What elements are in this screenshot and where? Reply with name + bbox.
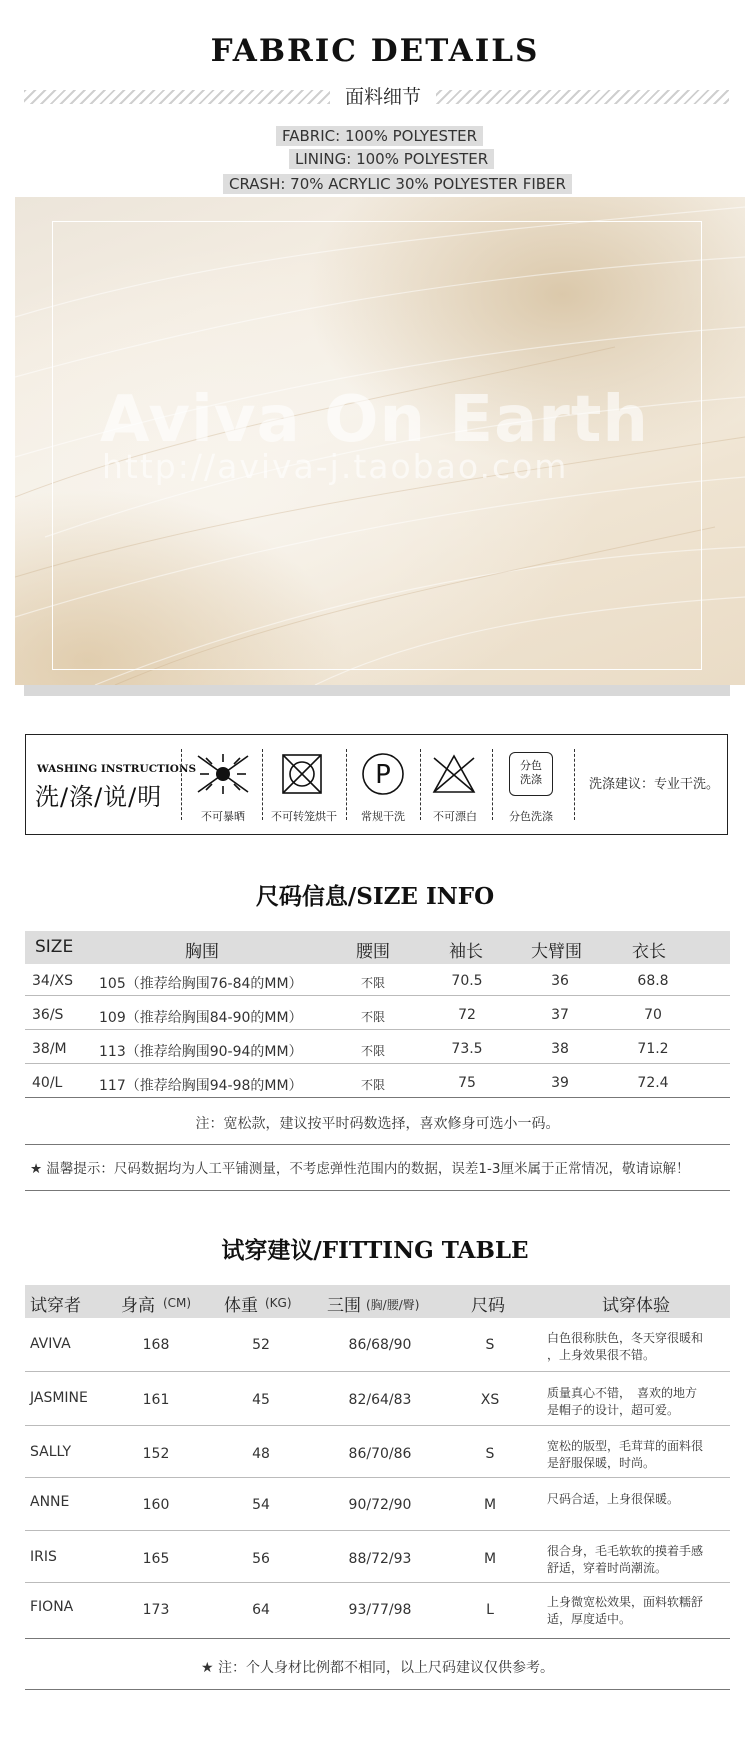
row-divider bbox=[25, 1371, 730, 1372]
size-header-length: 衣长 bbox=[632, 942, 666, 962]
fit-row-size: M bbox=[483, 1497, 497, 1513]
fit-row-weight: 64 bbox=[252, 1602, 270, 1618]
size-row-sleeve: 72 bbox=[458, 1007, 476, 1023]
size-info-title: 尺码信息/SIZE INFO bbox=[255, 883, 495, 910]
fit-row-experience-line2: 是帽子的设计，超可爱。 bbox=[547, 1403, 680, 1417]
no-tumble-dry-label: 不可转笼烘干 bbox=[271, 810, 337, 823]
fit-row-weight: 45 bbox=[252, 1392, 270, 1408]
fit-row-name: FIONA bbox=[30, 1599, 74, 1615]
fit-header-tester: 试穿者 bbox=[30, 1296, 81, 1316]
row-divider bbox=[25, 1425, 730, 1426]
size-header-chest: 胸围 bbox=[185, 942, 219, 962]
size-note: 注：宽松款，建议按平时码数选择，喜欢修身可选小一码。 bbox=[195, 1116, 560, 1132]
fit-row-size: S bbox=[485, 1337, 495, 1353]
fit-row-experience-line1: 宽松的版型，毛茸茸的面料很 bbox=[547, 1439, 704, 1453]
fit-row-weight: 54 bbox=[252, 1497, 270, 1513]
fit-row-experience-line2: 适，厚度适中。 bbox=[547, 1612, 632, 1626]
fit-row-experience-line2: ，上身效果很不错。 bbox=[547, 1348, 656, 1362]
separate-wash-icon-text: 分色洗涤 bbox=[520, 759, 542, 786]
size-header-sleeve: 袖长 bbox=[449, 942, 483, 962]
size-row-sleeve: 73.5 bbox=[451, 1041, 483, 1057]
fit-header-measurements-unit: (胸/腰/臀) bbox=[366, 1298, 420, 1312]
fit-header-weight: 体重 bbox=[224, 1296, 258, 1316]
size-row-sleeve: 75 bbox=[458, 1075, 476, 1091]
size-row-waist: 不限 bbox=[361, 1044, 386, 1058]
svg-text:P: P bbox=[375, 760, 391, 790]
fit-row-size: S bbox=[485, 1446, 495, 1462]
size-row-size: 38/M bbox=[32, 1041, 67, 1057]
fit-row-experience-line2: 舒适，穿着时尚潮流。 bbox=[547, 1561, 668, 1575]
size-row-chest: 105（推荐给胸围76-84的MM） bbox=[99, 976, 303, 992]
size-tip: ★ 温馨提示：尺码数据均为人工平铺测量，不考虑弹性范围内的数据，误差1-3厘米属于正常情况，敬请谅解！ bbox=[30, 1161, 690, 1177]
size-row-size: 40/L bbox=[32, 1075, 63, 1091]
tip-divider bbox=[25, 1190, 730, 1191]
size-row-waist: 不限 bbox=[361, 1010, 386, 1024]
washing-title-cn: 洗/涤/说/明 bbox=[35, 783, 163, 811]
size-row-waist: 不限 bbox=[361, 976, 386, 990]
size-row-chest: 113（推荐给胸围90-94的MM） bbox=[99, 1044, 303, 1060]
no-tumble-dry-icon bbox=[280, 752, 324, 800]
size-row-chest: 117（推荐给胸围94-98的MM） bbox=[99, 1078, 303, 1094]
dry-clean-label: 常规干洗 bbox=[361, 810, 405, 823]
note-divider bbox=[25, 1144, 730, 1145]
fit-row-height: 173 bbox=[142, 1602, 170, 1618]
size-row-length: 70 bbox=[644, 1007, 662, 1023]
row-divider bbox=[25, 1582, 730, 1583]
watermark-brand: Aviva On Earth bbox=[100, 383, 649, 457]
table-bottom-line bbox=[25, 1638, 730, 1639]
washing-title-en: WASHING INSTRUCTIONS bbox=[37, 763, 197, 775]
size-row-length: 71.2 bbox=[637, 1041, 669, 1057]
size-row-size: 34/XS bbox=[32, 973, 74, 989]
fabric-title: FABRIC DETAILS bbox=[210, 33, 540, 69]
fit-row-height: 160 bbox=[142, 1497, 170, 1513]
fit-row-weight: 52 bbox=[252, 1337, 270, 1353]
size-row-upper-arm: 36 bbox=[551, 973, 569, 989]
fit-row-experience-line1: 上身微宽松效果，面料软糯舒 bbox=[547, 1595, 704, 1609]
fit-row-name: JASMINE bbox=[30, 1390, 88, 1406]
dashed-divider bbox=[181, 749, 182, 820]
fit-row-measurements: 86/70/86 bbox=[348, 1446, 412, 1462]
fit-row-measurements: 90/72/90 bbox=[348, 1497, 412, 1513]
size-header-size: SIZE bbox=[35, 937, 74, 957]
fabric-subtitle: 面料细节 bbox=[330, 84, 436, 110]
row-divider bbox=[25, 1530, 730, 1531]
image-shadow-bar bbox=[24, 685, 730, 696]
washing-advice: 洗涤建议：专业干洗。 bbox=[589, 777, 720, 792]
fit-header-height-unit: (CM) bbox=[163, 1296, 192, 1310]
fitting-title: 试穿建议/FITTING TABLE bbox=[221, 1237, 529, 1264]
fit-row-experience-line1: 质量真心不错， 喜欢的地方 bbox=[547, 1386, 698, 1400]
separate-wash-icon bbox=[509, 752, 553, 796]
no-bleach-icon bbox=[431, 752, 477, 800]
fitting-note: ★ 注：个人身材比例都不相同，以上尺码建议仅供参考。 bbox=[201, 1660, 554, 1676]
lining-composition: LINING: 100% POLYESTER bbox=[289, 149, 494, 169]
fit-header-weight-unit: (KG) bbox=[265, 1296, 292, 1310]
dashed-divider bbox=[574, 749, 575, 820]
note-divider bbox=[25, 1689, 730, 1690]
size-header-waist: 腰围 bbox=[356, 942, 390, 962]
size-row-chest: 109（推荐给胸围84-90的MM） bbox=[99, 1010, 303, 1026]
fit-row-weight: 56 bbox=[252, 1551, 270, 1567]
fit-header-measurements: 三围 bbox=[327, 1296, 361, 1316]
no-bleach-label: 不可漂白 bbox=[433, 810, 477, 823]
fabric-composition: FABRIC: 100% POLYESTER bbox=[276, 126, 483, 146]
fit-header-height: 身高 bbox=[121, 1296, 155, 1316]
fit-row-measurements: 86/68/90 bbox=[348, 1337, 412, 1353]
size-row-waist: 不限 bbox=[361, 1078, 386, 1092]
fit-row-height: 165 bbox=[142, 1551, 170, 1567]
fit-row-experience-line1: 白色很称肤色，冬天穿很暖和 bbox=[547, 1331, 704, 1345]
size-row-length: 72.4 bbox=[637, 1075, 669, 1091]
dry-clean-p-icon bbox=[361, 752, 405, 800]
fit-row-name: IRIS bbox=[30, 1549, 57, 1565]
fit-row-experience-line2: 是舒服保暖，时尚。 bbox=[547, 1456, 656, 1470]
table-bottom-line bbox=[25, 1097, 730, 1098]
crash-composition: CRASH: 70% ACRYLIC 30% POLYESTER FIBER bbox=[223, 174, 572, 194]
fit-row-size: L bbox=[486, 1602, 494, 1618]
size-row-size: 36/S bbox=[32, 1007, 64, 1023]
fit-row-height: 161 bbox=[142, 1392, 170, 1408]
size-row-sleeve: 70.5 bbox=[451, 973, 483, 989]
fit-row-experience-line1: 很合身，毛毛软软的摸着手感 bbox=[547, 1544, 704, 1558]
size-row-upper-arm: 38 bbox=[551, 1041, 569, 1057]
size-row-upper-arm: 39 bbox=[551, 1075, 569, 1091]
fit-row-measurements: 93/77/98 bbox=[348, 1602, 412, 1618]
dashed-divider bbox=[420, 749, 421, 820]
fit-row-measurements: 82/64/83 bbox=[348, 1392, 412, 1408]
fit-row-name: SALLY bbox=[30, 1444, 72, 1460]
row-divider bbox=[25, 995, 730, 996]
watermark-url: http://aviva-j.taobao.com bbox=[102, 447, 569, 486]
fit-header-size: 尺码 bbox=[471, 1296, 505, 1316]
dashed-divider bbox=[346, 749, 347, 820]
row-divider bbox=[25, 1029, 730, 1030]
no-sun-label: 不可暴晒 bbox=[201, 810, 245, 823]
size-row-length: 68.8 bbox=[637, 973, 669, 989]
fit-header-experience: 试穿体验 bbox=[602, 1296, 670, 1316]
dashed-divider bbox=[262, 749, 263, 820]
fit-row-size: M bbox=[483, 1551, 497, 1567]
row-divider bbox=[25, 1063, 730, 1064]
fit-row-height: 168 bbox=[142, 1337, 170, 1353]
fit-row-measurements: 88/72/93 bbox=[348, 1551, 412, 1567]
dashed-divider bbox=[492, 749, 493, 820]
fit-row-height: 152 bbox=[142, 1446, 170, 1462]
row-divider bbox=[25, 1477, 730, 1478]
fit-row-weight: 48 bbox=[252, 1446, 270, 1462]
fit-row-experience-line1: 尺码合适，上身很保暖。 bbox=[547, 1492, 680, 1506]
fit-row-size: XS bbox=[480, 1392, 500, 1408]
separate-wash-label: 分色洗涤 bbox=[509, 810, 553, 823]
size-header-upper-arm: 大臂围 bbox=[531, 942, 582, 962]
size-row-upper-arm: 37 bbox=[551, 1007, 569, 1023]
fit-row-name: AVIVA bbox=[30, 1336, 71, 1352]
fit-row-name: ANNE bbox=[30, 1494, 70, 1510]
no-sun-icon bbox=[196, 752, 250, 800]
